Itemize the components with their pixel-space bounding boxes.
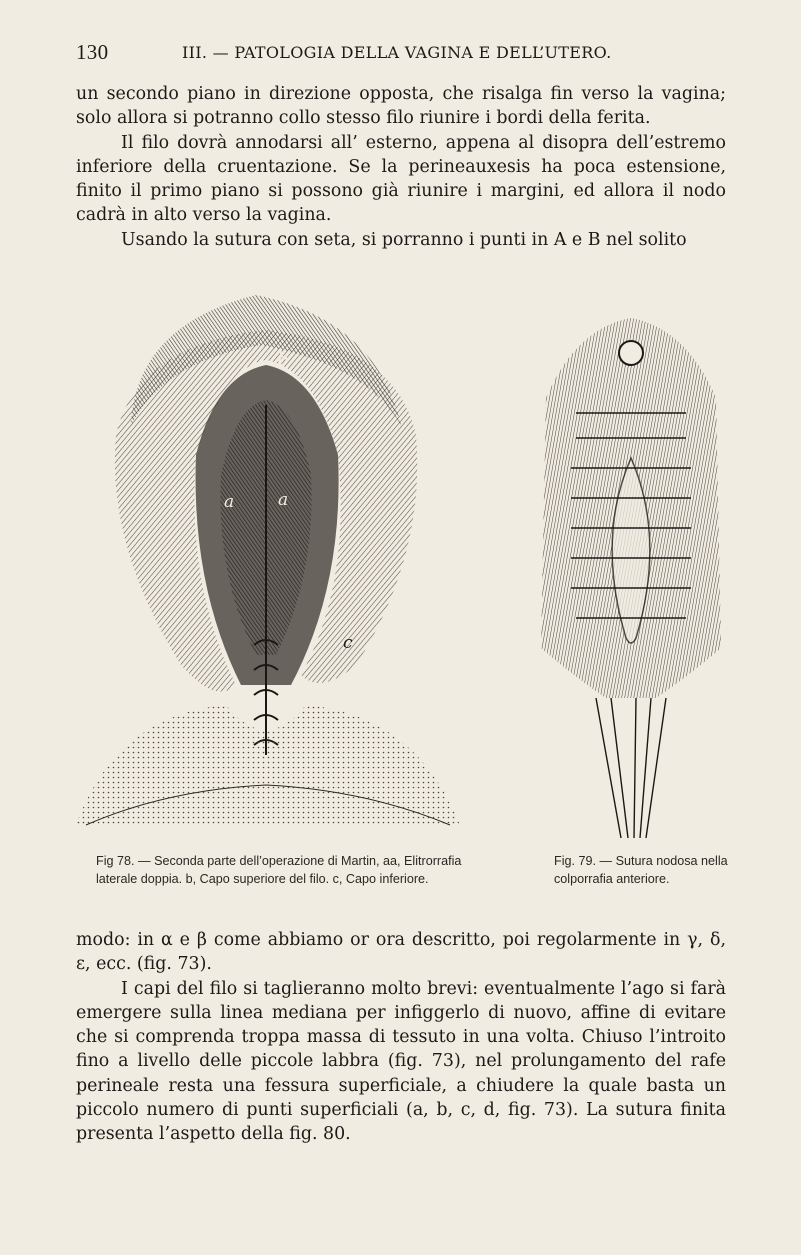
caption-text: Fig. 79. — Sutura nodosa nella colporrafia anteriore. xyxy=(554,854,728,886)
label-c: c xyxy=(343,633,353,653)
figure-79-caption xyxy=(554,853,730,888)
paragraph: I capi del filo si taglieranno molto brevi: eventualmente l’ago si farà emergere sulla linea mediana per infiggerlo di nuovo, affine di evitare che si comprenda troppa massa di tessuto in una volta. Chiuso l’introito fino a livello delle piccole labbra (fig. 73), nel prolungamento del rafe perineale resta una fessura superficiale, a chiudere la quale basta un piccolo numero di punti superficiali (a, b, c, d, fig. 73). La sutura finita presenta l’aspetto della fig. 80. xyxy=(76,978,726,1145)
top-text-block xyxy=(76,82,726,252)
label-a-right: a xyxy=(278,490,289,510)
label-a-left: a xyxy=(224,492,235,512)
paragraph: un secondo piano in direzione opposta, che risalga fin verso la vagina; solo allora si potranno collo stesso filo riunire i bordi della ferita. xyxy=(76,84,726,129)
running-header xyxy=(76,40,726,65)
bottom-text-block xyxy=(76,928,726,1147)
figure-78-illustration xyxy=(76,285,460,845)
paragraph: Usando la sutura con seta, si porranno i punti in A e B nel solito xyxy=(121,229,687,250)
paragraph: Il filo dovrà annodarsi all’ esterno, appena al disopra dell’estremo inferiore della cruentazione. Se la perineauxesis ha poca estensione, finito il primo piano si possono già riunire i margini, ed allora il nodo cadrà in alto verso la vagina. xyxy=(76,132,726,226)
label-b: b xyxy=(277,349,289,370)
page-number: 130 xyxy=(76,40,109,64)
caption-text: Fig 78. — Seconda parte dell’operazione di Martin, aa, Elitrorrafia laterale doppia. b, Capo superiore del filo. c, Capo inferiore. xyxy=(96,854,462,886)
figure-78-caption xyxy=(96,853,464,888)
paragraph: modo: in α e β come abbiamo or ora descritto, poi regolarmente in γ, δ, ε, ecc. (fig. 73). xyxy=(76,930,726,975)
running-title: III. — PATOLOGIA DELLA VAGINA E DELL’UTERO. xyxy=(182,43,612,62)
figure-79-illustration xyxy=(536,318,726,848)
